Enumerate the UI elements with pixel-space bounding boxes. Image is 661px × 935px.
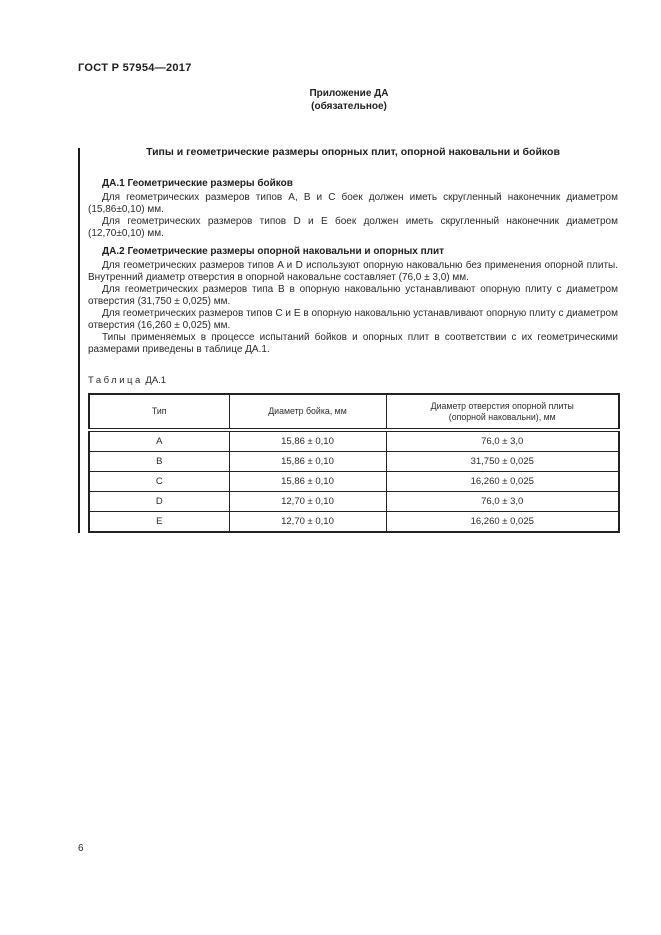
cell-plate-hole-diameter: 76,0 ± 3,0 — [386, 430, 619, 452]
cell-striker-diameter: 12,70 ± 0,10 — [229, 512, 386, 533]
cell-striker-diameter: 12,70 ± 0,10 — [229, 492, 386, 512]
table-header — [89, 394, 619, 430]
table-header-row — [89, 394, 619, 430]
page-content — [88, 146, 618, 533]
appendix-note: (обязательное) — [311, 101, 387, 112]
table-row — [89, 430, 619, 452]
cell-striker-diameter: 15,86 ± 0,10 — [229, 452, 386, 472]
table-row — [89, 452, 619, 472]
column-header-striker-diameter — [229, 394, 386, 430]
page-title: Типы и геометрические размеры опорных плит, опорной наковальни и бойков — [146, 146, 560, 158]
section-da1-heading: ДА.1 Геометрические размеры бойков — [102, 178, 293, 189]
cell-type: D — [89, 492, 229, 512]
section-da2-heading: ДА.2 Геометрические размеры опорной наковальни и опорных плит — [102, 246, 445, 257]
table-caption-word: Таблица — [88, 375, 143, 386]
table-caption-number: ДА.1 — [145, 375, 167, 386]
cell-plate-hole-diameter: 31,750 ± 0,025 — [386, 452, 619, 472]
table-body — [89, 430, 619, 532]
column-header-plate-hole-diameter — [386, 394, 619, 430]
table-row — [89, 512, 619, 533]
paragraph: Для геометрических размеров типов A, B и C боек должен иметь скругленный наконечник диаметром (15,86±0,10) мм. — [88, 192, 618, 215]
table-row — [89, 472, 619, 492]
column-header-text: Тип — [151, 406, 167, 416]
change-bar — [78, 148, 80, 533]
paragraph: Для геометрических размеров типов C и E в опорную наковальню устанавливают опорную плиту с диаметром отверстия (16,260 ± 0,025) мм. — [88, 308, 618, 331]
paragraph: Типы применяемых в процессе испытаний бойков и опорных плит в соответствии с их геометрическими размерами приведены в таблице ДА.1. — [88, 332, 618, 355]
cell-plate-hole-diameter: 16,260 ± 0,025 — [386, 472, 619, 492]
types-dimensions-table — [88, 393, 620, 533]
paragraph: Для геометрических размеров типов A и D используют опорную наковальню без применения опорной плиты. Внутренний диаметр отверстия в опорной наковальне составляет (76,0 ± 3,0) мм. — [88, 260, 618, 283]
table-row — [89, 492, 619, 512]
column-header-text: (опорной наковальни), мм — [448, 411, 556, 422]
appendix-block — [88, 87, 610, 113]
cell-plate-hole-diameter: 76,0 ± 3,0 — [386, 492, 619, 512]
cell-plate-hole-diameter: 16,260 ± 0,025 — [386, 512, 619, 533]
cell-striker-diameter: 15,86 ± 0,10 — [229, 472, 386, 492]
column-header-type — [89, 394, 229, 430]
cell-type: E — [89, 512, 229, 533]
standard-number: ГОСТ Р 57954—2017 — [78, 62, 192, 74]
paragraph: Для геометрических размеров типа B в опорную наковальню устанавливают опорную плиту с диаметром отверстия (31,750 ± 0,025) мм. — [88, 284, 618, 307]
cell-type: C — [89, 472, 229, 492]
paragraph: Для геометрических размеров типов D и E боек должен иметь скругленный наконечник диаметром (12,70±0,10) мм. — [88, 216, 618, 239]
appendix-label: Приложение ДА — [309, 88, 389, 99]
cell-striker-diameter: 15,86 ± 0,10 — [229, 430, 386, 452]
column-header-text: Диаметр отверстия опорной плиты — [430, 400, 574, 411]
column-header-text: Диаметр бойка, мм — [268, 406, 347, 416]
table-caption — [88, 375, 618, 386]
page-number: 6 — [78, 843, 84, 854]
cell-type: A — [89, 430, 229, 452]
cell-type: B — [89, 452, 229, 472]
